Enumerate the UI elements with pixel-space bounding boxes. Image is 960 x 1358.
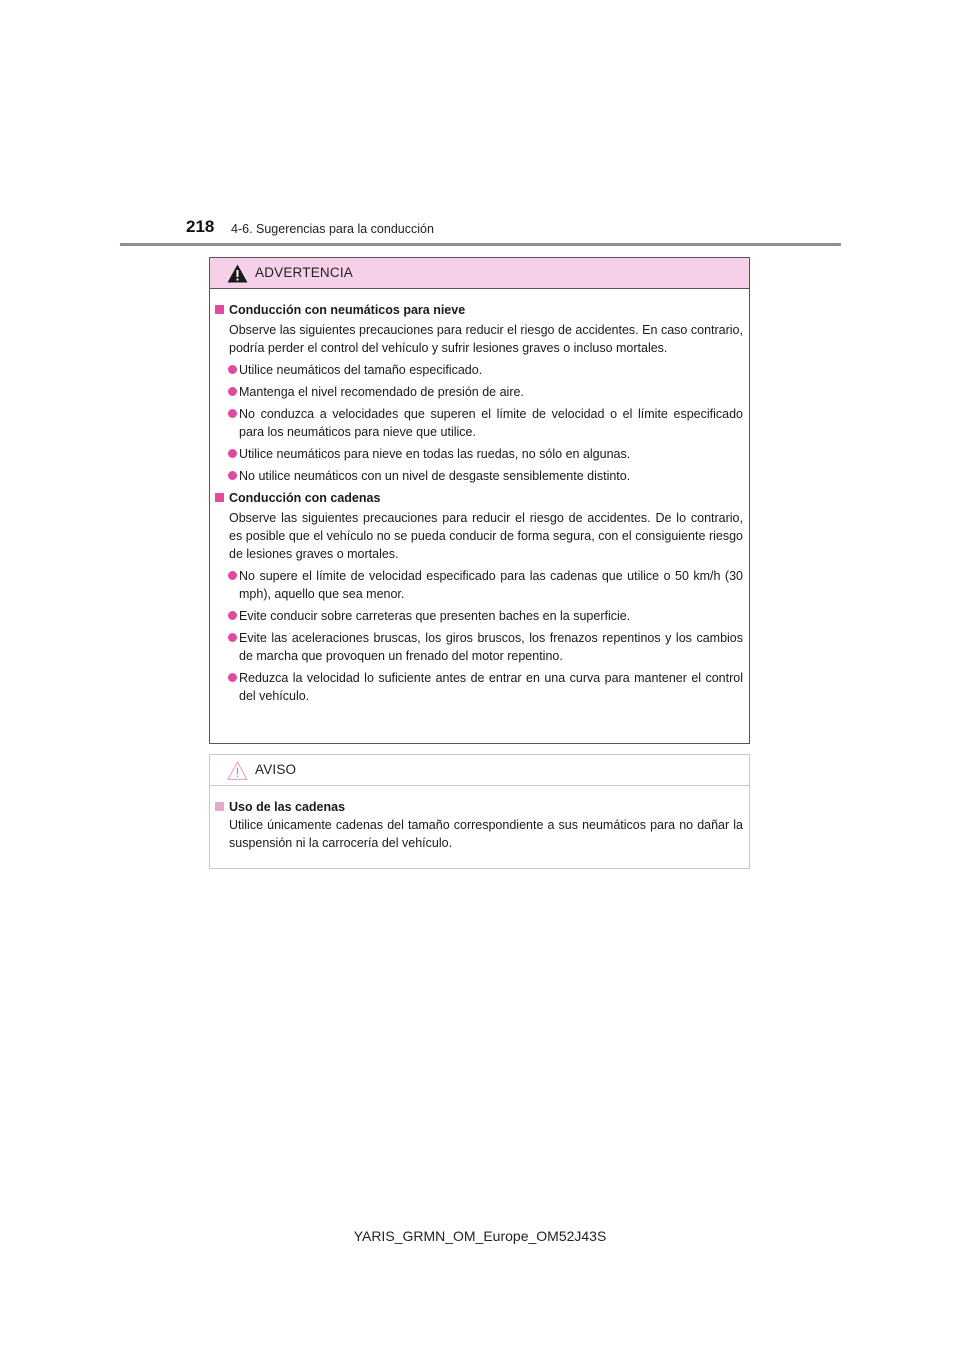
bullet-item: Utilice neumáticos para nieve en todas las ruedas, no sólo en algunas.: [215, 445, 743, 463]
square-bullet-icon: [215, 802, 224, 811]
section-heading-text: Conducción con cadenas: [229, 491, 381, 505]
warning-body: [210, 289, 749, 705]
warning-icon: [227, 264, 248, 283]
document-code: YARIS_GRMN_OM_Europe_OM52J43S: [353, 1228, 607, 1244]
caution-icon: [227, 761, 248, 780]
section-heading: [215, 798, 743, 816]
bullet-item: No supere el límite de velocidad especificado para las cadenas que utilice o 50 km/h (30 mph), aquello que sea menor.: [215, 567, 743, 603]
section-heading: [215, 489, 743, 507]
warning-header: [210, 258, 749, 289]
warning-box: [209, 257, 750, 744]
bullet-item: Utilice neumáticos del tamaño especificado.: [215, 361, 743, 379]
circle-bullet-icon: [228, 365, 237, 374]
section-heading-text: Uso de las cadenas: [229, 800, 346, 814]
bullet-item: Reduzca la velocidad lo suficiente antes de entrar en una curva para mantener el control del vehículo.: [215, 669, 743, 705]
bullet-item: No conduzca a velocidades que superen el límite de velocidad o el límite especificado para los neumáticos para nieve que utilice.: [215, 405, 743, 441]
circle-bullet-icon: [228, 387, 237, 396]
notice-header: [210, 755, 749, 786]
notice-title: AVISO: [255, 762, 297, 777]
circle-bullet-icon: [228, 673, 237, 682]
section-title: 4-6. Sugerencias para la conducción: [231, 222, 434, 236]
square-bullet-icon: [215, 493, 224, 502]
circle-bullet-icon: [228, 633, 237, 642]
section-intro: Observe las siguientes precauciones para reducir el riesgo de accidentes. En caso contrario, podría perder el control del vehículo y sufrir lesiones graves o incluso mortales.: [229, 323, 743, 355]
circle-bullet-icon: [228, 409, 237, 418]
circle-bullet-icon: [228, 571, 237, 580]
notice-body: [210, 786, 749, 852]
circle-bullet-icon: [228, 449, 237, 458]
bullet-item: Evite conducir sobre carreteras que presenten baches en la superficie.: [215, 607, 743, 625]
circle-bullet-icon: [228, 611, 237, 620]
warning-title: ADVERTENCIA: [255, 265, 353, 280]
notice-box: [209, 754, 750, 869]
header-rule: [120, 243, 841, 246]
section-heading: [215, 301, 743, 319]
section-heading-text: Conducción con neumáticos para nieve: [229, 303, 466, 317]
bullet-item: Mantenga el nivel recomendado de presión de aire.: [215, 383, 743, 401]
page-number: 218: [186, 217, 215, 236]
bullet-item: No utilice neumáticos con un nivel de desgaste sensiblemente distinto.: [215, 467, 743, 485]
notice-text: Utilice únicamente cadenas del tamaño correspondiente a sus neumáticos para no dañar la suspensión ni la carrocería del vehículo.: [229, 818, 743, 850]
circle-bullet-icon: [228, 471, 237, 480]
bullet-item: Evite las aceleraciones bruscas, los giros bruscos, los frenazos repentinos y los cambios de marcha que provoquen un frenado del motor repentino.: [215, 629, 743, 665]
section-intro: Observe las siguientes precauciones para reducir el riesgo de accidentes. De lo contrario, es posible que el vehículo no se pueda conducir de forma segura, con el consiguiente riesgo de lesiones graves o mortales.: [229, 511, 743, 561]
square-bullet-icon: [215, 305, 224, 314]
